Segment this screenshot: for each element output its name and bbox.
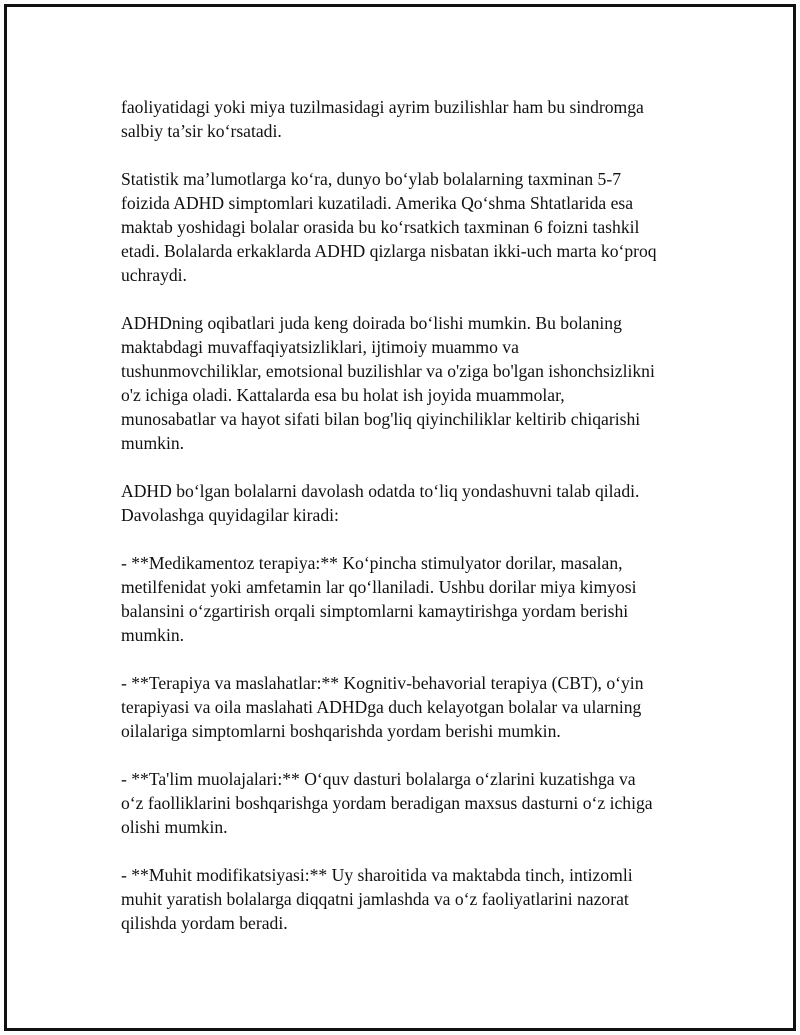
list-item-therapy: - **Terapiya va maslahatlar:** Kognitiv-behavorial terapiya (CBT), o‘yin terapiyasi va oila maslahati ADHDga duch kelayotgan bolalar va ularning oilalariga simptomlarni boshqarishda yordam berishi mumkin. [121,673,644,741]
paragraph-4: ADHD bo‘lgan bolalarni davolash odatda to‘liq yondashuvni talab qiladi. Davolashga quyidagilar kiradi: [121,481,640,525]
paragraph-1: faoliyatidagi yoki miya tuzilmasidagi ayrim buzilishlar ham bu sindromga salbiy ta’sir ko‘rsatadi. [121,97,644,141]
list-item-environment: - **Muhit modifikatsiyasi:** Uy sharoitida va maktabda tinch, intizomli muhit yaratish bolalarga diqqatni jamlashda va o‘z faoliyatlarini nazorat qilishda yordam beradi. [121,865,633,933]
paragraph-2: Statistik ma’lumotlarga ko‘ra, dunyo bo‘ylab bolalarning taxminan 5-7 foizida ADHD simptomlari kuzatiladi. Amerika Qo‘shma Shtatlarida esa maktab yoshidagi bolalar orasida bu ko‘rsatkich taxminan 6 foizni tashkil etadi. Bolalarda erkaklarda ADHD qizlarga nisbatan ikki-uch marta ko‘proq uchraydi. [121,169,657,285]
document-body [121,95,701,959]
paragraph-3: ADHDning oqibatlari juda keng doirada bo‘lishi mumkin. Bu bolaning maktabdagi muvaffaqiyatsizliklari, ijtimoiy muammo va tushunmovchiliklar, emotsional buzilishlar va o'ziga bo'lgan ishonchsizlikni o'z ichiga oladi. Kattalarda esa bu holat ish joyida muammolar, munosabatlar va hayot sifati bilan bog'liq qiyinchiliklar keltirib chiqarishi mumkin. [121,313,655,453]
list-item-medication: - **Medikamentoz terapiya:** Ko‘pincha stimulyator dorilar, masalan, metilfenidat yoki amfetamin lar qo‘llaniladi. Ushbu dorilar miya kimyosi balansini o‘zgartirish orqali simptomlarni kamaytirishga yordam berishi mumkin. [121,553,637,645]
document-page [4,4,796,1031]
list-item-education: - **Ta'lim muolajalari:** O‘quv dasturi bolalarga o‘zlarini kuzatishga va o‘z faolliklarini boshqarishga yordam beradigan maxsus dasturni o‘z ichiga olishi mumkin. [121,769,653,837]
